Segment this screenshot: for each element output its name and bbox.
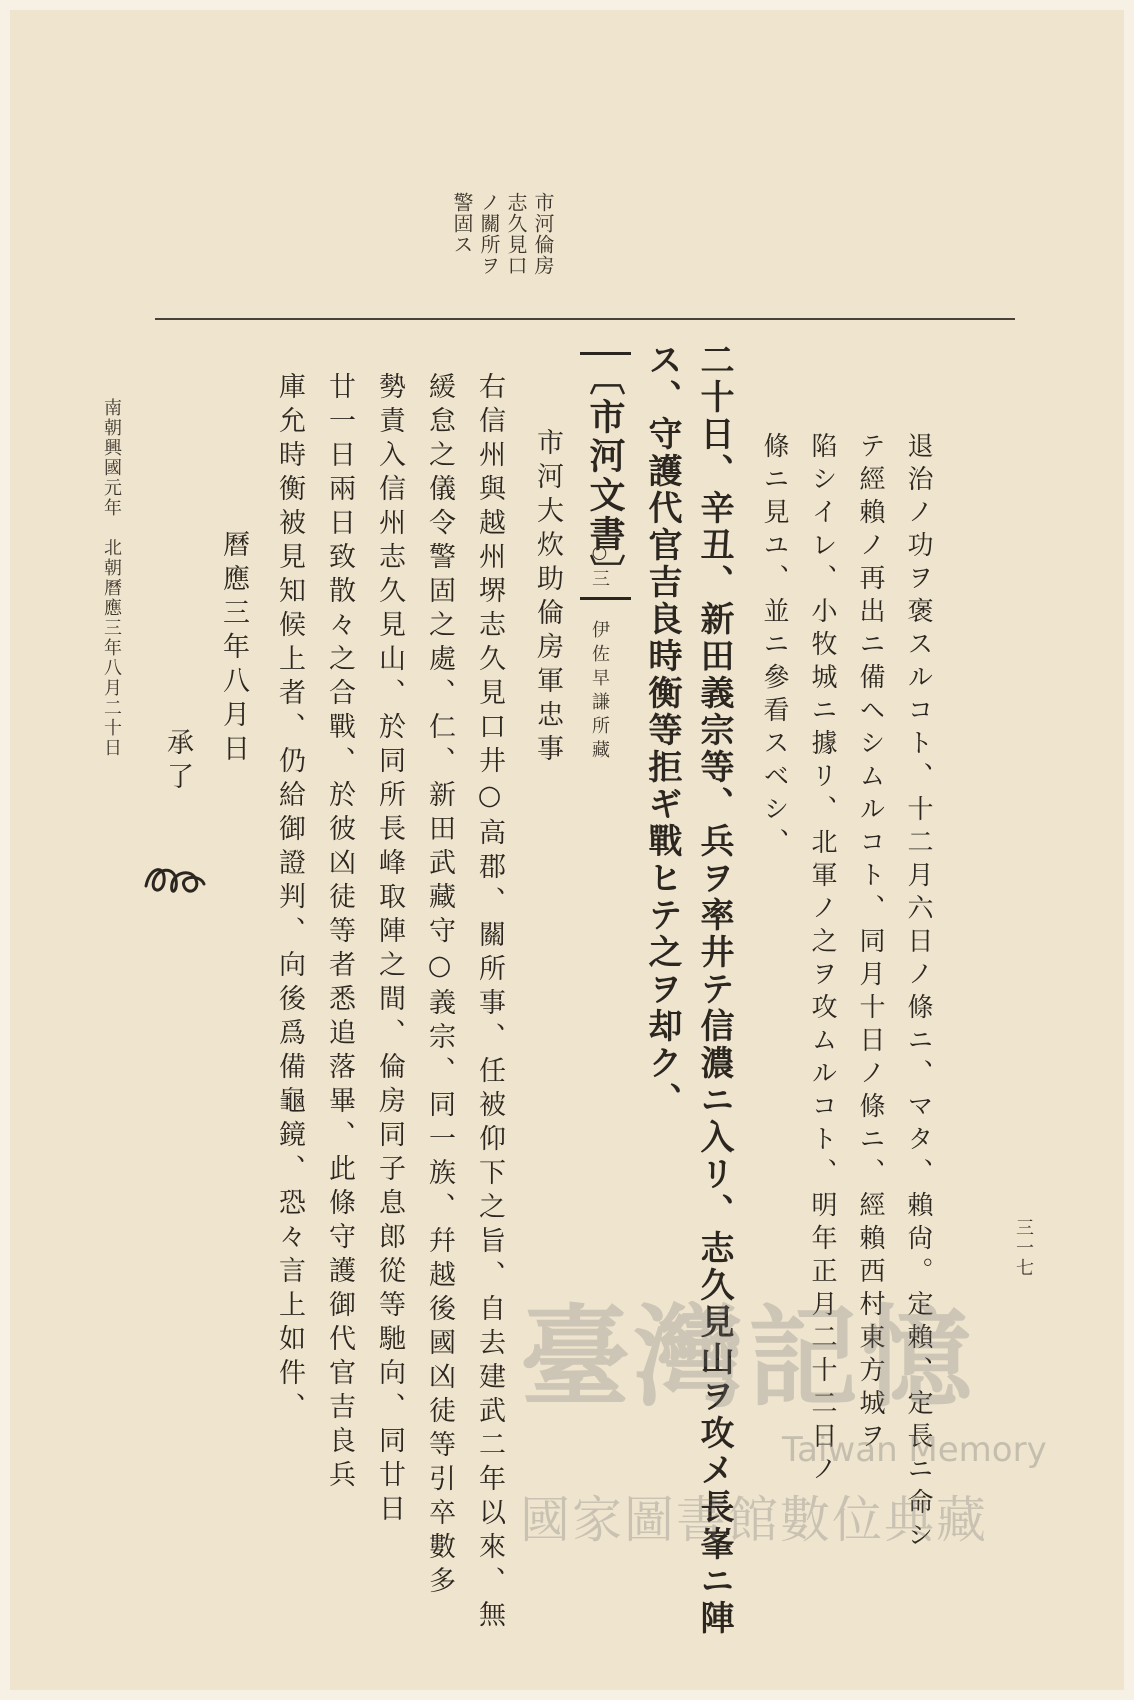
document-line-2: 緩怠之儀令警固之處、仁、新田武藏守○義宗、同一族、幷越後國凶徒等引卒數多 (424, 372, 455, 1600)
watermark-logo (520, 1270, 1060, 1570)
margin-note-3: ノ關所ヲ (477, 192, 501, 276)
document-date: 曆應三年八月日 (218, 530, 249, 768)
headline-line-2: ス、守護代官吉良時衡等拒ギ戰ヒテ之ヲ却ク、 (642, 342, 682, 1119)
watermark-subtitle: 國家圖書館數位典藏 (520, 1491, 988, 1549)
document-line-5: 庫允時衡被見知候上者、仍給御證判、向後爲備龜鏡、恐々言上如件、 (274, 372, 305, 1426)
narrative-line-3: 陷シイレ、小牧城ニ據リ、北軍ノ之ヲ攻ムルコト、明年正月二十二日ノ (807, 432, 837, 1488)
narrative-line-1: 退治ノ功ヲ褒スルコト、十二月六日ノ條ニ、マタ、賴尙。定賴、定長ニ命シ (903, 432, 933, 1554)
document-line-4: 廿一日兩日致散々之合戰、於彼凶徒等者悉追落畢、此條守護御代官吉良兵 (324, 372, 355, 1494)
page-number: 三一七 (1013, 1218, 1034, 1278)
era-footer: 南朝興國元年 北朝曆應三年八月二十日 (101, 398, 122, 758)
header-rule (155, 318, 1015, 320)
source-note: ○三 伊佐早謙所藏 (589, 542, 610, 764)
document-line-3: 勢責入信州志久見山、於同所長峰取陣之間、倫房同子息郎從等馳向、同廿日 (374, 372, 405, 1528)
margin-note-2: 志久見口 (504, 192, 528, 276)
document-line-1: 右信州與越州堺志久見口井○高郡、關所事、任被仰下之旨、自去建武二年以來、無 (474, 372, 505, 1634)
source-title: 〔市河文書〕 (580, 352, 631, 600)
watermark-title: 臺灣記憶 (520, 1293, 976, 1422)
margin-note-4: 警固ス (450, 192, 474, 255)
headline-line-1: 二十日、辛丑、新田義宗等、兵ヲ率井テ信濃ニ入リ、志久見山ヲ攻メ長峯ニ陣 (694, 342, 734, 1637)
watermark-english: Taiwan Memory (782, 1430, 1047, 1470)
document-heading: 市河大炊助倫房軍忠事 (532, 428, 563, 768)
narrative-line-4: 條ニ見ユ、並ニ參看スベシ、 (759, 432, 789, 861)
narrative-line-2: テ經賴ノ再出ニ備ヘシムルコト、同月十日ノ條ニ、經賴西村東方城ヲ (855, 432, 885, 1455)
kao-signature-icon (140, 856, 208, 900)
approval-text: 承了 (162, 728, 193, 796)
margin-note-1: 市河倫房 (531, 192, 555, 276)
